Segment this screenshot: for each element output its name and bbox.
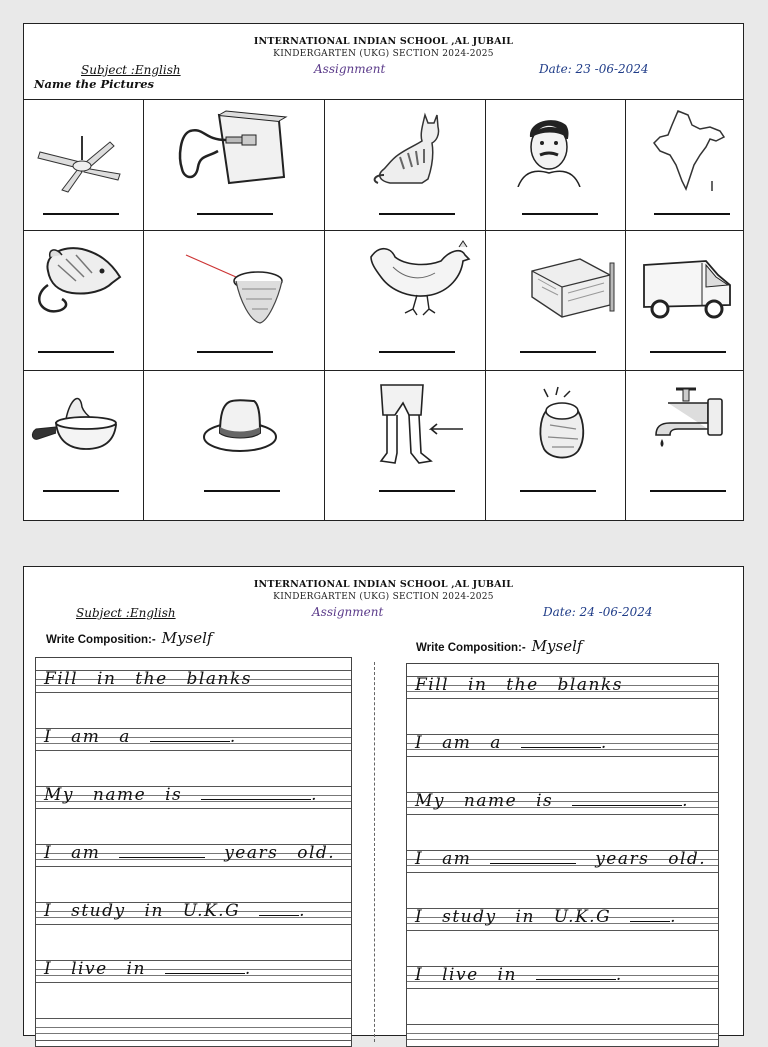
date-label: Date: 24 -06-2024: [543, 605, 653, 619]
sheet-heading: Fill in the blanks: [415, 675, 623, 695]
picture-cell: [486, 371, 626, 520]
sentence-end: years old.: [224, 843, 336, 863]
school-name: INTERNATIONAL INDIAN SCHOOL ,AL JUBAIL: [253, 579, 514, 590]
worksheet-page-2: [23, 566, 744, 1036]
blank-field[interactable]: [490, 863, 576, 864]
sentence-end: .: [244, 959, 252, 979]
picture-grid: [24, 99, 743, 520]
sentence-text: I am: [44, 843, 101, 863]
composition-label: Write Composition:-: [416, 642, 526, 654]
answer-line[interactable]: [379, 351, 455, 353]
sentence-end: years old.: [595, 849, 707, 869]
picture-cell: [24, 231, 144, 371]
answer-line[interactable]: [204, 490, 280, 492]
picture-cell: [325, 99, 486, 231]
net-icon: [184, 251, 284, 326]
hat-icon: [200, 393, 280, 455]
sentence-line: [415, 907, 677, 927]
sentence-line: [415, 791, 689, 811]
blank-field[interactable]: [165, 973, 245, 974]
section-title: KINDERGARTEN (UKG) SECTION 2024-2025: [273, 49, 494, 59]
picture-cell: [626, 231, 743, 371]
india-map-icon: [648, 107, 728, 197]
composition-topic: Myself: [161, 629, 213, 647]
sentence-end: .: [682, 791, 690, 811]
sentence-line: [44, 727, 237, 747]
picture-cell: [626, 371, 743, 520]
picture-cell: [24, 371, 144, 520]
tin-can-icon: [526, 385, 602, 465]
answer-line[interactable]: [520, 351, 596, 353]
sentence-text: I study in U.K.G: [415, 907, 612, 927]
sentence-end: .: [229, 727, 237, 747]
hen-icon: [365, 237, 475, 321]
assignment-label: Assignment: [312, 605, 384, 619]
composition-heading: [416, 637, 582, 655]
sheet-heading: Fill in the blanks: [44, 669, 252, 689]
worksheet-page-1: [23, 23, 744, 521]
worksheet-header: [24, 24, 743, 100]
blank-field[interactable]: [536, 979, 616, 980]
answer-line[interactable]: [197, 351, 273, 353]
answer-line[interactable]: [650, 490, 726, 492]
picture-cell: [486, 231, 626, 371]
sentence-line: [415, 965, 623, 985]
sentence-text: My name is: [415, 791, 554, 811]
picture-cell: [325, 371, 486, 520]
ceiling-fan-icon: [34, 134, 134, 194]
sentence-line: [44, 901, 306, 921]
blank-field[interactable]: [630, 921, 670, 922]
school-name: INTERNATIONAL INDIAN SCHOOL ,AL JUBAIL: [253, 36, 514, 47]
picture-cell: [24, 99, 144, 231]
assignment-label: Assignment: [314, 62, 386, 76]
sentence-text: My name is: [44, 785, 183, 805]
picture-cell: [626, 99, 743, 231]
blank-field[interactable]: [259, 915, 299, 916]
answer-line[interactable]: [650, 351, 726, 353]
sentence-end: .: [670, 907, 677, 927]
picture-cell: [144, 371, 325, 520]
answer-line[interactable]: [43, 213, 119, 215]
sentence-text: I live in: [44, 959, 146, 979]
composition-heading: [46, 629, 212, 647]
sentence-end: .: [311, 785, 319, 805]
picture-cell: [144, 99, 325, 231]
switch-board-icon: [174, 107, 289, 187]
answer-line[interactable]: [197, 213, 273, 215]
pan-icon: [28, 389, 124, 459]
picture-cell: [486, 99, 626, 231]
sentence-line: [415, 733, 608, 753]
tap-icon: [648, 379, 732, 461]
bed-icon: [526, 253, 616, 318]
composition-label: Write Composition:-: [46, 634, 156, 646]
sentence-line: [415, 849, 706, 869]
blank-field[interactable]: [572, 805, 682, 806]
sentence-text: I live in: [415, 965, 517, 985]
sentence-end: .: [299, 901, 306, 921]
sentence-line: [44, 843, 335, 863]
subject-label: Subject :English: [81, 63, 181, 77]
writing-sheet-right: [406, 663, 719, 1047]
sentence-line: [44, 959, 252, 979]
picture-cell: [325, 231, 486, 371]
answer-line[interactable]: [522, 213, 598, 215]
page-divider: [374, 662, 375, 1042]
sentence-end: .: [615, 965, 623, 985]
composition-topic: Myself: [531, 637, 583, 655]
answer-line[interactable]: [379, 490, 455, 492]
instruction-label: Name the Pictures: [34, 77, 154, 91]
date-label: Date: 23 -06-2024: [539, 62, 649, 76]
answer-line[interactable]: [38, 351, 114, 353]
sentence-text: I study in U.K.G: [44, 901, 241, 921]
man-icon: [514, 115, 584, 187]
picture-cell: [144, 231, 325, 371]
section-title: KINDERGARTEN (UKG) SECTION 2024-2025: [273, 592, 494, 602]
blank-field[interactable]: [521, 747, 601, 748]
answer-line[interactable]: [379, 213, 455, 215]
worksheet-header: [24, 567, 743, 627]
answer-line[interactable]: [654, 213, 730, 215]
sentence-text: I am a: [44, 727, 131, 747]
blank-field[interactable]: [201, 799, 311, 800]
answer-line[interactable]: [520, 490, 596, 492]
writing-sheet-left: [35, 657, 352, 1047]
blank-field[interactable]: [150, 741, 230, 742]
sentence-line: [44, 785, 318, 805]
sentence-text: I am a: [415, 733, 502, 753]
rat-icon: [32, 241, 128, 321]
blank-field[interactable]: [119, 857, 205, 858]
sentence-text: I am: [415, 849, 472, 869]
answer-line[interactable]: [43, 490, 119, 492]
van-icon: [640, 257, 734, 321]
knee-icon: [375, 381, 467, 467]
sentence-end: .: [600, 733, 608, 753]
subject-label: Subject :English: [76, 606, 176, 620]
cat-icon: [370, 109, 450, 189]
